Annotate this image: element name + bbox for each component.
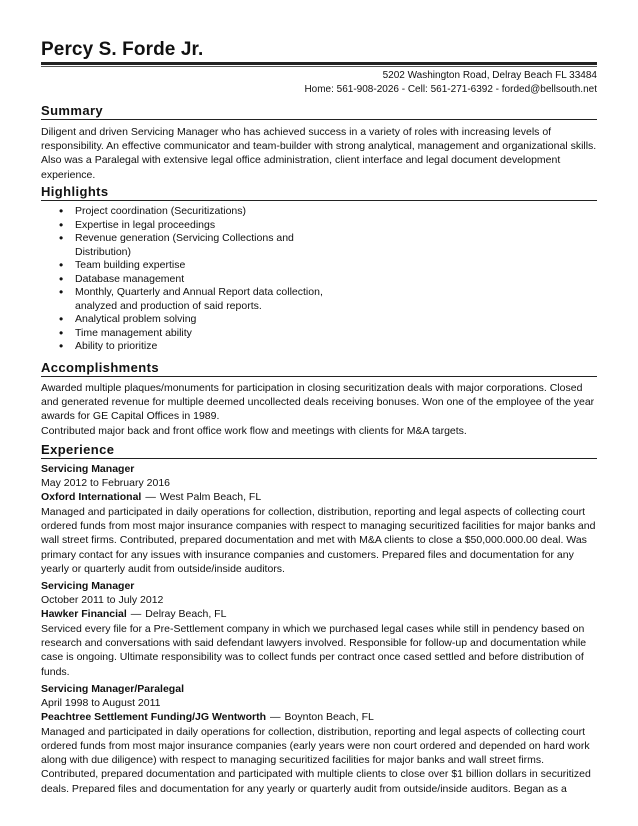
job-location: Delray Beach, FL [145,608,227,621]
job-entry [41,579,597,679]
accomplishments-text-2: Contributed major back and front office work flow and meetings with clients for M&A targets. [41,424,467,437]
job-company: Oxford International [41,491,142,503]
list-item: • Analytical problem solving [41,313,341,327]
experience-section [41,442,597,796]
list-item: • Project coordination (Securitizations) [41,205,341,219]
accomplishments-heading: Accomplishments [41,360,597,377]
highlights-section [41,184,597,354]
job-description: Managed and participated in daily operations for collection, distribution, reporting and legal aspects of collecting court ordered funds from most major insurance companies (early years were non court ordered and depended on hard work along with due diligence) with respect to managing securitized facilities for major banks and wall street firms. Contributed, prepared documentation and participated with multiple clients to close over $1 billion dollars in securitized deals. Prepared files and documentation for any yearly or quarterly audit from outside/inside auditors. Began as a [41,725,591,795]
list-item: • Team building expertise [41,259,341,273]
contact-address: 5202 Washington Road, Delray Beach FL 33484 [382,70,597,81]
accomplishments-section [41,360,597,438]
job-company-line [41,607,597,622]
list-item: • Ability to prioritize [41,340,341,354]
candidate-name: Percy S. Forde Jr. [41,39,204,60]
job-company-line [41,490,597,505]
job-description: Serviced every file for a Pre-Settlement company in which we purchased legal cases while still in pendency based on research and conversations with said defendant lawyers involved. Responsible for follow-up and documentation while case is ongoing. Ultimate responsibility was to collect funds per contract once cased settled and before distribution of funds. [41,623,587,678]
job-title: Servicing Manager [41,580,135,593]
job-location: West Palm Beach, FL [159,491,262,503]
job-entry [41,462,597,576]
header-rule-thin [41,66,597,67]
job-location: Boynton Beach, FL [284,710,374,723]
job-dates: May 2012 to February 2016 [41,477,170,489]
summary-heading: Summary [41,103,597,120]
list-item: • Database management [41,273,341,287]
experience-heading: Experience [41,442,597,459]
job-entry [41,682,597,796]
job-dash: — [145,491,156,503]
job-company: Peachtree Settlement Funding/JG Wentworth [41,710,267,723]
job-description: Managed and participated in daily operations for collection, distribution, reporting and legal aspects of collecting court ordered funds from most major insurance companies with respect to managing securitized facilities for major banks and wall street firms. Contributed, prepared documentation and met with M&A clients to close a $50,000.000.00 deal. Was primary contact for any issues with insurance companies and customers. Prepared files and documentation for any yearly or quarterly audit from outside/inside auditors. [41,506,596,575]
contact-phones-email: Home: 561-908-2026 - Cell: 561-271-6392 - forded@bellsouth.net [304,84,597,95]
accomplishments-text: Awarded multiple plaques/monuments for participation in closing securitization deals with major corporations. Closed and generated revenue for multiple deemed uncollected deals receiving bonuses. Won one of the employee of the year awards for GE Capital Offices in 1989. [41,382,595,423]
job-dates: October 2011 to July 2012 [41,594,164,607]
list-item: • Monthly, Quarterly and Annual Report data collection, analyzed and production of said reports. [41,286,341,313]
job-title: Servicing Manager [41,463,135,475]
job-company: Hawker Financial [41,608,127,621]
list-item: • Revenue generation (Servicing Collections and Distribution) [41,232,341,259]
header-rule [41,62,597,65]
job-dates: April 1998 to August 2011 [41,696,161,709]
summary-text: Diligent and driven Servicing Manager who has achieved success in a variety of roles with increasing levels of responsibility. An effective communicator and team-builder with strong analytical, management and organizational skills. Also was a Paralegal with extensive legal office administration, client interface and legal document development experience. [41,126,597,181]
job-dash: — [130,608,142,621]
list-item: • Expertise in legal proceedings [41,219,341,233]
job-company-line [41,710,597,725]
highlights-heading: Highlights [41,184,597,201]
summary-section [41,103,597,182]
job-title: Servicing Manager/Paralegal [41,682,184,695]
highlights-list [41,205,341,354]
list-item: • Time management ability [41,327,341,341]
job-dash: — [270,710,281,723]
